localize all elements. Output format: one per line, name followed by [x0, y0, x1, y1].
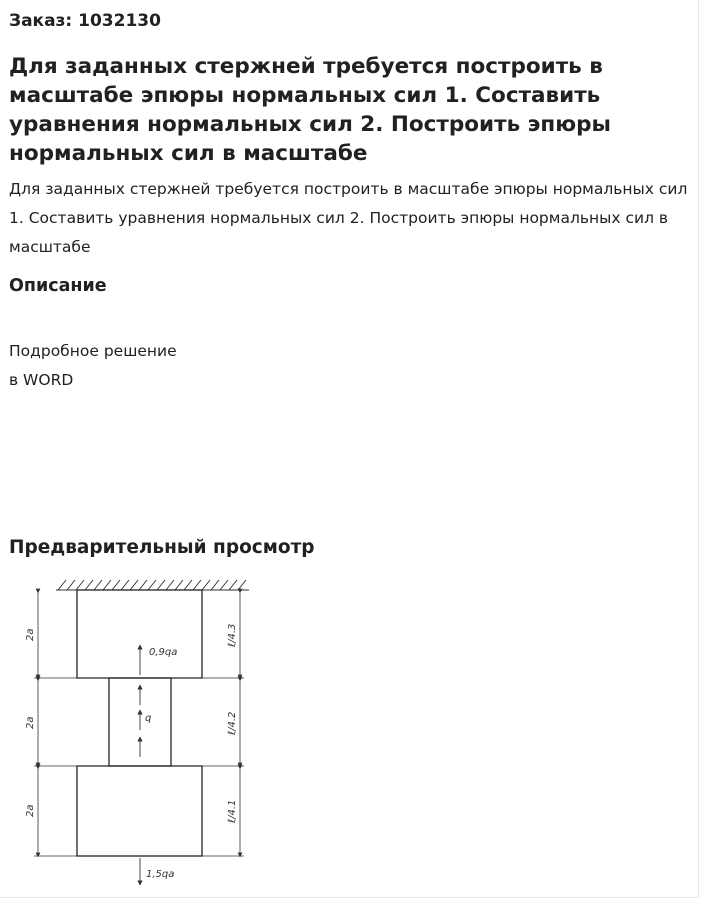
load-label-mid: q — [145, 713, 152, 724]
load-label-top: 0,9qa — [149, 647, 178, 658]
dim-label-left-bottom: 2a — [25, 804, 36, 817]
description-line: в WORD — [9, 371, 74, 389]
rod-drawing — [14, 575, 274, 890]
description-line: Подробное решение — [9, 342, 177, 360]
order-number: Заказ: 1032130 — [9, 11, 161, 31]
rod-section-bottom — [77, 766, 202, 856]
description-heading: Описание — [9, 276, 107, 296]
load-label-bottom: 1,5qa — [146, 869, 175, 880]
preview-heading: Предварительный просмотр — [9, 537, 315, 558]
page-title: Для заданных стержней требуется построить в масштабе эпюры нормальных сил 1. Составить уравнения нормальных сил 2. Построить эпюры нормальных сил в масштабе — [9, 54, 611, 166]
fixed-support — [56, 580, 249, 590]
description-text — [9, 337, 177, 395]
rod-section-top — [77, 590, 202, 678]
dim-label-left-mid: 2a — [25, 716, 36, 729]
task-text: Для заданных стержней требуется построить в масштабе эпюры нормальных сил 1. Составить уравнения нормальных сил 2. Построить эпюры нормальных сил в масштабе — [9, 180, 688, 256]
preview-drawing — [14, 575, 274, 894]
dim-label-left-top: 2a — [25, 628, 36, 641]
dim-label-right-bottom: ℓ/4.1 — [227, 799, 238, 823]
dim-label-right-top: ℓ/4.3 — [227, 623, 238, 647]
dim-label-right-mid: ℓ/4.2 — [227, 711, 238, 735]
